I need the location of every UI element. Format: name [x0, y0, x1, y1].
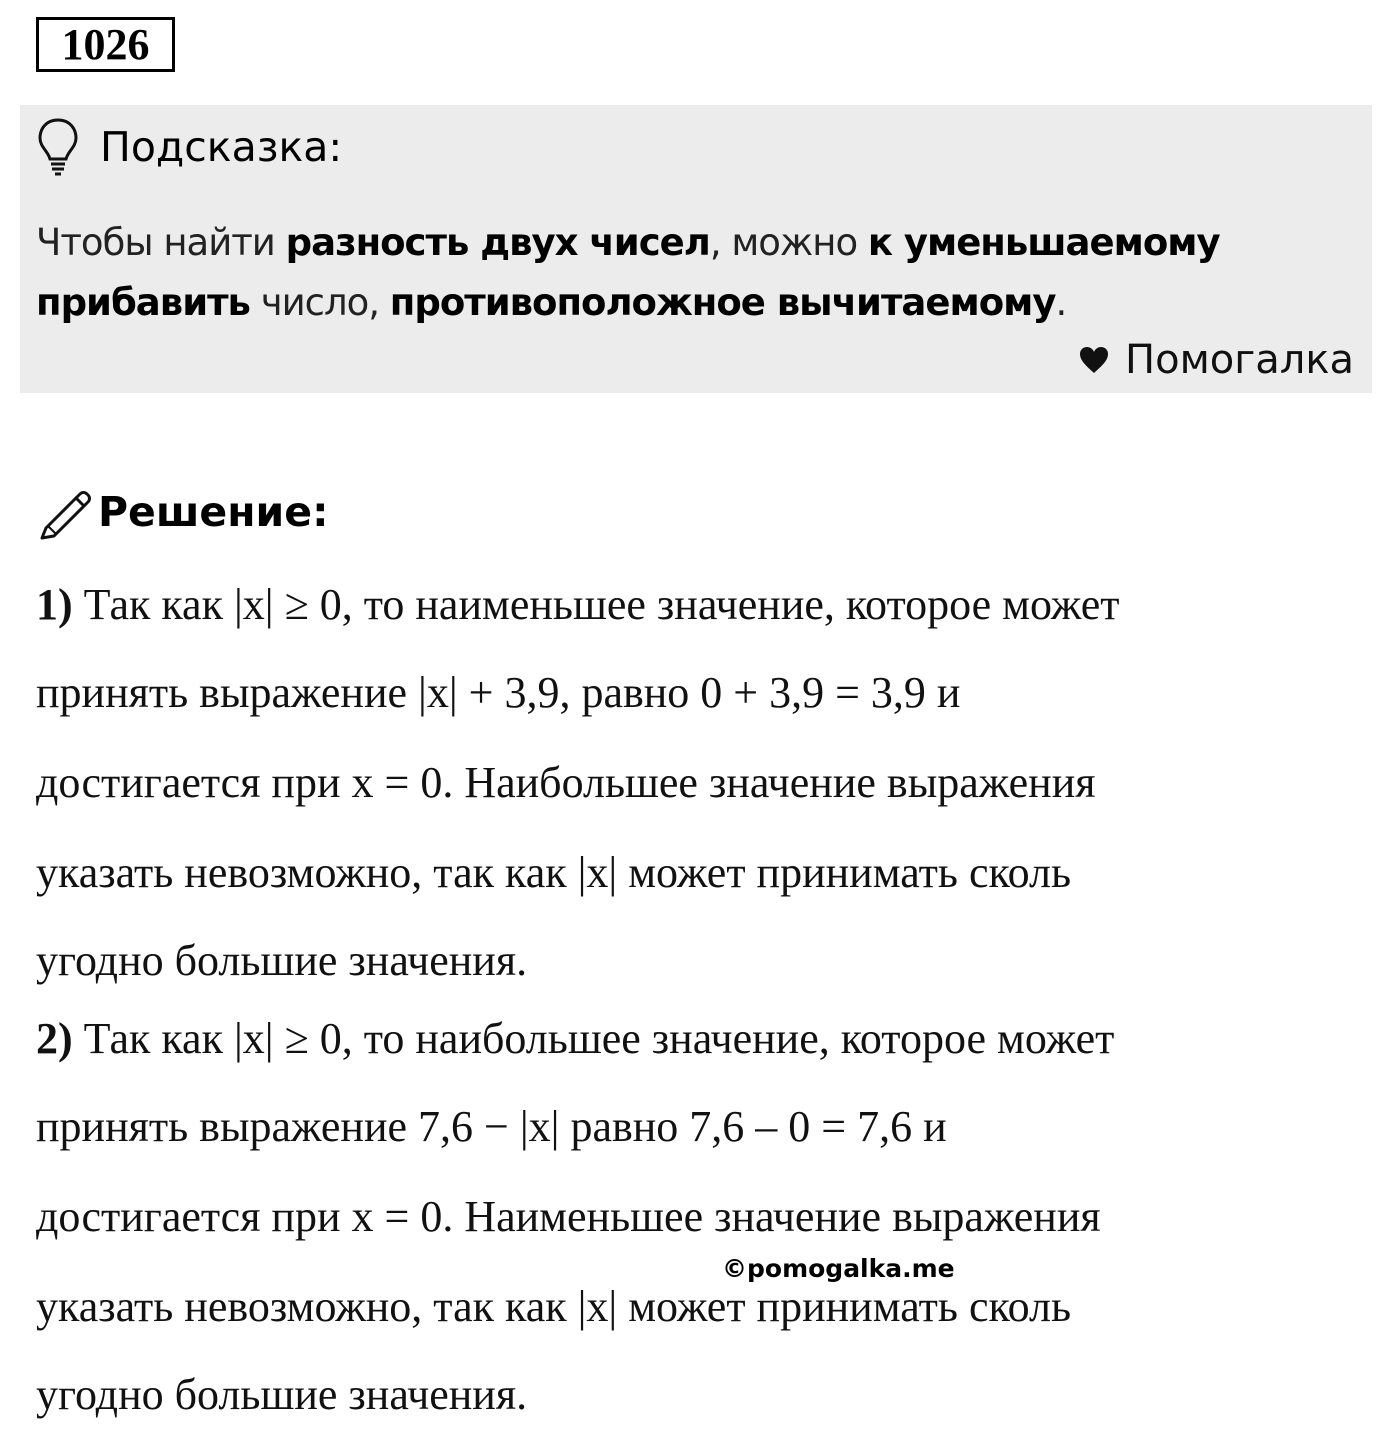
- hint-header: [36, 115, 342, 179]
- solution-text: угодно большие значения.: [36, 1370, 528, 1419]
- heart-icon: [1079, 346, 1109, 374]
- hint-segment: , можно: [709, 221, 868, 264]
- hint-segment: разность двух чисел: [285, 221, 710, 264]
- solution-title: Решение:: [98, 488, 329, 536]
- solution-text: принять выражение |x| + 3,9, равно 0 + 3,9 = 3,9 и: [36, 668, 961, 717]
- solution-line: [36, 1192, 1101, 1242]
- solution-text: угодно большие значения.: [36, 936, 528, 985]
- hint-segment: к уменьшаемому прибавить: [36, 221, 1220, 324]
- solution-header: [36, 480, 328, 544]
- solution-text: достигается при x = 0. Наименьшее значение выражения: [36, 1192, 1101, 1241]
- solution-line: [36, 580, 1120, 630]
- solution-line: [36, 758, 1095, 808]
- hint-segment: .: [1055, 281, 1067, 324]
- solution-line: [36, 1102, 947, 1152]
- hint-text: [36, 213, 1356, 333]
- solution-text: достигается при x = 0. Наибольшее значение выражения: [36, 758, 1096, 807]
- lightbulb-icon: [36, 117, 80, 177]
- solution-text: указать невозможно, так как |x| может принимать сколь: [36, 848, 1072, 897]
- hint-panel: [20, 105, 1372, 393]
- solution-line: [36, 936, 527, 986]
- watermark: ©pomogalka.me: [722, 1254, 955, 1283]
- solution-text: указать невозможно, так как |x| может принимать сколь: [36, 1282, 1072, 1331]
- step-marker: 1): [36, 580, 73, 629]
- solution-line: [36, 848, 1071, 898]
- problem-number: 1026: [36, 17, 175, 72]
- hint-segment: число,: [249, 281, 390, 324]
- pencil-icon: [36, 484, 92, 540]
- solution-text: Так как |x| ≥ 0, то наименьшее значение, которое может: [72, 580, 1120, 629]
- hint-segment: противоположное вычитаемому: [389, 281, 1056, 324]
- brand-signature: [1079, 337, 1354, 383]
- solution-line: [36, 1282, 1071, 1332]
- brand-name: Помогалка: [1125, 337, 1354, 383]
- step-marker: 2): [36, 1014, 73, 1063]
- hint-segment: Чтобы найти: [36, 221, 286, 264]
- solution-line: [36, 1014, 1114, 1064]
- hint-title: Подсказка:: [100, 123, 343, 171]
- solution-text: принять выражение 7,6 − |x| равно 7,6 – 0 = 7,6 и: [36, 1102, 947, 1151]
- solution-text: Так как |x| ≥ 0, то наибольшее значение, которое может: [72, 1014, 1115, 1063]
- solution-line: [36, 668, 960, 718]
- solution-line: [36, 1370, 527, 1420]
